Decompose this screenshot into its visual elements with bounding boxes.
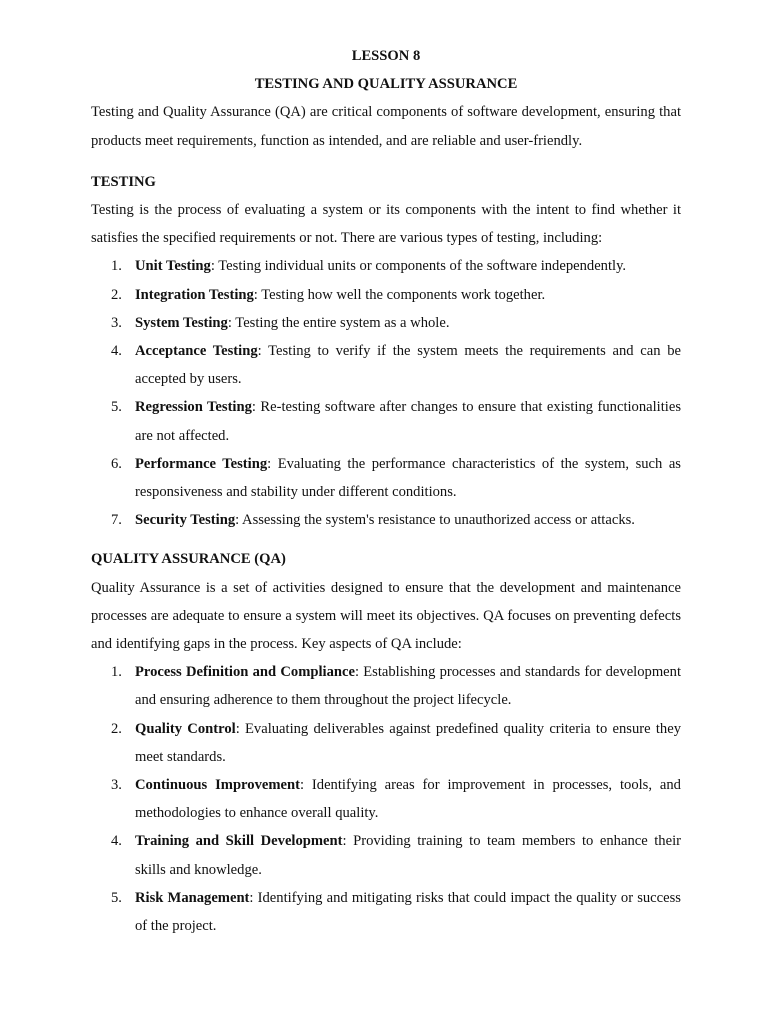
qa-heading: QUALITY ASSURANCE (QA) — [91, 551, 286, 568]
list-item — [91, 309, 681, 337]
list-item — [91, 252, 681, 280]
list-term: Performance Testing — [135, 455, 268, 472]
list-number: 5. — [111, 399, 122, 416]
document-title: TESTING AND QUALITY ASSURANCE — [254, 76, 518, 93]
list-item — [91, 771, 681, 827]
document-page — [91, 42, 681, 940]
list-term: Regression Testing — [135, 399, 252, 416]
list-description: : Identifying areas for improvement in processes, tools, and methodologies to enhance overall quality. — [135, 777, 681, 822]
list-description: : Testing how well the components work together. — [253, 286, 546, 303]
list-item — [91, 658, 681, 714]
list-term: Process Definition and Compliance — [135, 664, 355, 681]
list-number: 7. — [111, 512, 122, 529]
list-number: 6. — [111, 455, 122, 472]
list-description: : Identifying and mitigating risks that could impact the quality or success of the project. — [135, 889, 681, 935]
list-description: : Providing training to team members to enhance their skills and knowledge. — [135, 833, 681, 878]
list-description: : Testing the entire system as a whole. — [227, 314, 450, 331]
list-number: 2. — [111, 286, 122, 303]
list-item — [91, 884, 681, 940]
list-item — [91, 450, 681, 506]
list-description: : Re-testing software after changes to ensure that existing functionalities are not affected. — [135, 399, 682, 444]
list-description: : Establishing processes and standards for development and ensuring adherence to them throughout the project lifecycle. — [135, 664, 681, 709]
list-term: Training and Skill Development — [135, 833, 343, 850]
list-item — [91, 281, 681, 309]
list-term: Security Testing — [135, 512, 236, 529]
list-item — [91, 337, 681, 393]
list-number: 5. — [111, 889, 122, 906]
list-item — [91, 827, 681, 883]
lesson-label: LESSON 8 — [351, 48, 421, 64]
list-item — [91, 393, 681, 449]
list-term: Risk Management — [135, 889, 250, 906]
list-term: Unit Testing — [135, 258, 211, 275]
testing-heading: TESTING — [91, 173, 156, 190]
list-description: : Evaluating the performance characteristics of the system, such as responsiveness and stability under different conditions. — [135, 455, 681, 501]
list-number: 1. — [111, 664, 122, 681]
intro-paragraph: Testing and Quality Assurance (QA) are critical components of software development, ensuring that products meet requirements, function as intended, and are reliable and user-friendly. — [91, 104, 681, 149]
testing-intro-paragraph: Testing is the process of evaluating a system or its components with the intent to find whether it satisfies the specified requirements or not. There are various types of testing, including: — [91, 202, 681, 247]
list-term: Quality Control — [135, 720, 236, 737]
list-description: : Testing to verify if the system meets the requirements and can be accepted by users. — [135, 343, 681, 388]
qa-aspects-list — [91, 658, 681, 940]
list-number: 4. — [111, 833, 122, 850]
list-description: : Evaluating deliverables against predefined quality criteria to ensure they meet standards. — [135, 720, 682, 765]
list-term: Integration Testing — [135, 286, 254, 303]
list-number: 4. — [111, 343, 122, 360]
list-term: Acceptance Testing — [135, 343, 258, 360]
list-term: Continuous Improvement — [135, 777, 300, 794]
list-number: 3. — [111, 314, 122, 331]
list-number: 2. — [111, 720, 122, 737]
list-description: : Testing individual units or components of the software independently. — [210, 258, 627, 275]
list-description: : Assessing the system's resistance to unauthorized access or attacks. — [235, 512, 635, 529]
list-item — [91, 715, 681, 771]
testing-types-list — [91, 252, 681, 534]
qa-intro-paragraph: Quality Assurance is a set of activities designed to ensure that the development and maintenance processes are adequate to ensure a system will meet its objectives. QA focuses on preventing defects and identifying gaps in the process. Key aspects of QA include: — [91, 579, 681, 653]
list-item — [91, 506, 681, 534]
list-term: System Testing — [135, 314, 228, 331]
list-number: 1. — [111, 258, 122, 275]
list-number: 3. — [111, 777, 122, 794]
